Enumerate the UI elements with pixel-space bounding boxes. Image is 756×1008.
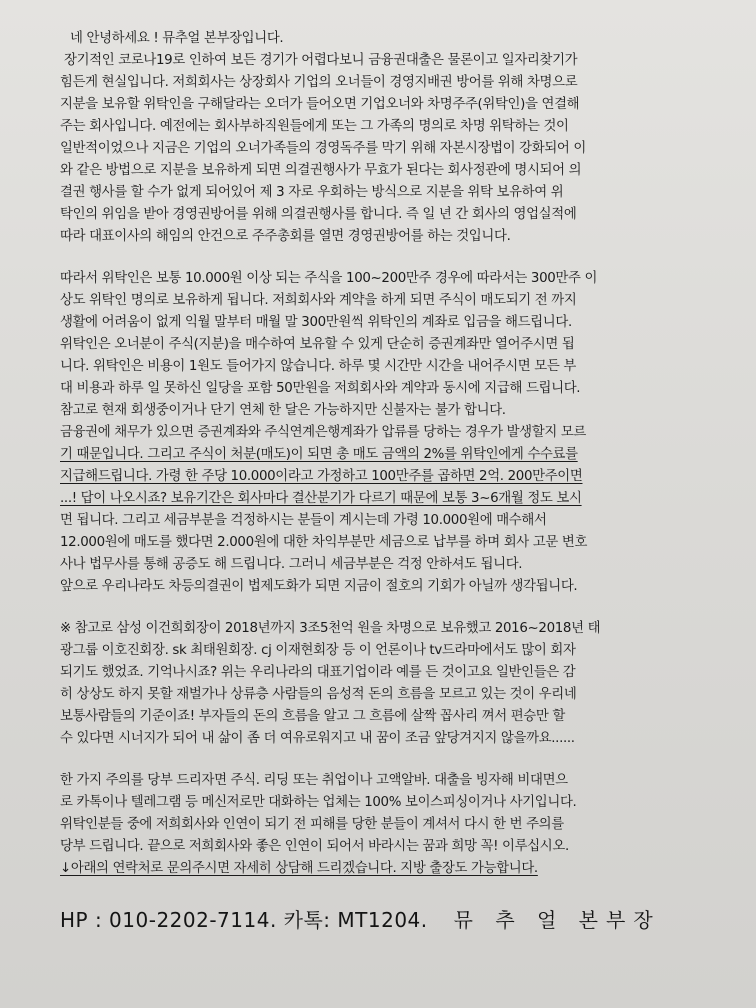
underlined-text-line: 기 때문입니다. 그리고 주식이 처분(매도)이 되면 총 매도 금액의 2%를 위탁인에게 수수료를 [60, 447, 578, 462]
text-line: 수 있다면 시너지가 되어 내 삶이 좀 더 여유로워지고 내 꿈이 조금 앞당겨지지 않을까요...... [60, 731, 575, 746]
contact-instruction-line: ↓아래의 연락처로 문의주시면 자세히 상담해 드리겠습니다. 지방 출장도 가능합니다. [60, 861, 538, 876]
underlined-text-line: 지급해드립니다. 가령 한 주당 10.000이라고 가정하고 100만주를 곱하면 2억. 200만주이면 [60, 469, 583, 484]
text-line: 당부 드립니다. 끝으로 저희회사와 좋은 인연이 되어서 바라시는 꿈과 희망 꼭! 이루십시오. [60, 839, 569, 854]
intro-paragraph [60, 28, 710, 248]
text-line: 니다. 위탁인은 비용이 1원도 들어가지 않습니다. 하루 몇 시간만 시간을 내어주시면 모든 부 [60, 359, 576, 374]
text-line: 보통사람들의 기준이죠! 부자들의 돈의 흐름을 알고 그 흐름에 살짝 꼽사리 껴서 편승만 할 [60, 709, 565, 724]
text-line: 위탁인분들 중에 저희회사와 인연이 되기 전 피해를 당한 분들이 계셔서 다시 한 번 주의를 [60, 817, 564, 832]
caution-paragraph [60, 770, 710, 880]
text-line: 12.000원에 매도를 했다면 2.000원에 대한 차익부분만 세금으로 납부를 하며 회사 고문 변호 [60, 535, 588, 550]
underlined-text-line: ...! 답이 나오시죠? 보유기간은 회사마다 결산분기가 다르기 때문에 보통 3~6개월 정도 보시 [60, 491, 582, 506]
reference-note-paragraph [60, 618, 710, 750]
contact-footer [60, 906, 710, 934]
text-line: 힘든게 현실입니다. 저희회사는 상장회사 기업의 오너들이 경영지배권 방어를 위해 차명으로 [60, 75, 578, 90]
text-line: 탁인의 위임을 받아 경영권방어를 위해 의결권행사를 합니다. 즉 일 년 간 회사의 영업실적에 [60, 207, 577, 222]
text-line: 위탁인은 오너분이 주식(지분)을 매수하여 보유할 수 있게 단순히 증권계좌만 열어주시면 됩 [60, 337, 575, 352]
text-line: 한 가지 주의를 당부 드리자면 주식. 리딩 또는 취업이나 고액알바. 대출을 빙자해 비대면으 [60, 773, 568, 788]
contact-info: HP : 010-2202-7114. 카톡: MT1204. [60, 908, 428, 932]
text-line: 금융권에 채무가 있으면 증권계좌와 주식연계은행계좌가 압류를 당하는 경우가 발생할지 모르 [60, 425, 586, 440]
text-line: 따라 대표이사의 해임의 안건으로 주주총회를 열면 경영권방어를 하는 것입니다. [60, 229, 511, 244]
text-line: 지분을 보유할 위탁인을 구해달라는 오더가 들어오면 기업오너와 차명주주(위탁인)을 연결해 [60, 97, 580, 112]
text-line: 결권 행사를 할 수가 없게 되어있어 제 3 자로 우회하는 방식으로 지분을 위탁 보유하여 위 [60, 185, 564, 200]
trustee-paragraph [60, 268, 710, 598]
text-line: 광그룹 이호진회장. sk 최태원회장. cj 이재현회장 등 이 언론이나 tv드라마에서도 많이 회자 [60, 643, 576, 658]
text-line: 참고로 현재 회생중이거나 단기 연체 한 달은 가능하지만 신불자는 불가 합니다. [60, 403, 506, 418]
text-line: 되기도 했었죠. 기억나시죠? 위는 우리나라의 대표기업이라 예를 든 것이고요 일반인들은 감 [60, 665, 576, 680]
text-line: 따라서 위탁인은 보통 10.000원 이상 되는 주식을 100~200만주 경우에 따라서는 300만주 이 [60, 271, 598, 286]
text-line: 생활에 어려움이 없게 익월 말부터 매월 말 300만원씩 위탁인의 계좌로 입금을 해드립니다. [60, 315, 572, 330]
text-line: 히 상상도 하지 못할 재벌가나 상류층 사람들의 음성적 돈의 흐름을 모르고 있는 것이 우리네 [60, 687, 577, 702]
text-line: 대 비용과 하루 일 못하신 일당을 포함 50만원을 저희회사와 계약과 동시에 지급해 드립니다. [60, 381, 581, 396]
text-line: 와 같은 방법으로 지분을 보유하게 되면 의결권행사가 무효가 된다는 회사정관에 명시되어 의 [60, 163, 582, 178]
text-line: 로 카톡이나 텔레그램 등 메신저로만 대화하는 업체는 100% 보이스피싱이거나 사기입니다. [60, 795, 577, 810]
text-line: 앞으로 우리나라도 차등의결권이 법제도화가 되면 지금이 절호의 기회가 아닐까 생각됩니다. [60, 579, 578, 594]
text-line: 사나 법무사를 통해 공증도 해 드립니다. 그러니 세금부분은 걱정 안하셔도 됩니다. [60, 557, 523, 572]
text-line: 면 됩니다. 그리고 세금부분을 걱정하시는 분들이 계시는데 가령 10.000원에 매수해서 [60, 513, 547, 528]
text-line: ※ 참고로 삼성 이건희회장이 2018년까지 3조5천억 원을 차명으로 보유했고 2016~2018년 태 [60, 621, 601, 636]
text-line: 주는 회사입니다. 예전에는 회사부하직원들에게 또는 그 가족의 명의로 차명 위탁하는 것이 [60, 119, 569, 134]
text-line: 일반적이었으나 지금은 기업의 오너가족들의 경영독주를 막기 위해 자본시장법이 강화되어 이 [60, 141, 586, 156]
text-line: 장기적인 코로나19로 인하여 보든 경기가 어렵다보니 금융권대출은 물론이고 일자리찾기가 [64, 53, 578, 68]
text-line: 상도 위탁인 명의로 보유하게 됩니다. 저희회사와 계약을 하게 되면 주식이 매도되기 전 까지 [60, 293, 577, 308]
signature-name: 뮤 추 얼 본부장 [453, 908, 661, 932]
greeting-line: 네 안녕하세요 ! 뮤추얼 본부장입니다. [70, 31, 284, 46]
